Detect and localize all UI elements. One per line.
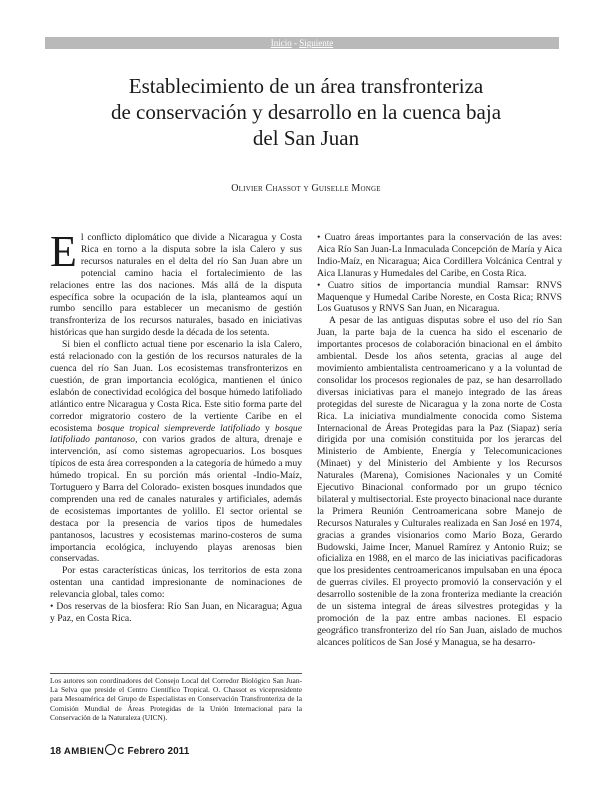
- nav-separator: -: [291, 38, 300, 48]
- title-line-2: de conservación y desarrollo en la cuenca baja: [110, 100, 502, 124]
- page-number: 18: [50, 746, 62, 757]
- page-footer: [50, 744, 189, 758]
- bullet-ramsar-sites: • Cuatro sitios de importancia mundial Ramsar: RNVS Maquenque y Humedal Caribe Noreste, en Costa Rica; RNVS Los Guatusos y RNVS San Juan, en Nicaragua.: [317, 279, 562, 315]
- author-footnote: Los autores son coordinadores del Consejo Local del Corredor Biológico San Juan-La Selva que preside el Centro Científico Tropical. O. Chassot es vicepresidente para Mesoamérica del Grupo de Especialistas en Conservación Transfronteriza de la Comisión Mundial de Áreas Protegidas de la Unión Internacional para la Conservación de la Naturaleza (UICN).: [50, 676, 302, 722]
- bullet-biosphere-reserves: • Dos reservas de la biosfera: Río San Juan, en Nicaragua; Agua y Paz, en Costa Rica.: [50, 601, 302, 624]
- inicio-link[interactable]: Inicio: [270, 38, 292, 48]
- paragraph-2: Si bien el conflicto actual tiene por escenario la isla Calero, está relacionado con la gestión de los recursos naturales de la cuenca del río San Juan. Los ecosistemas transfronterizos en cuestión, de gran importancia ecológica, mantienen el único eslabón de conectividad ecológica del bosque húmedo latifoliado atlántico entre Nicaragua y Costa Rica. Este sitio forma parte del corredor migratorio costero de la vertiente Caribe en el ecosistema bosque tropical siempreverde latifoliado y bosque latifoliado pantanoso, con varios grados de altura, drenaje e intervención, así como sistemas agropecuarios. Los bosques típicos de esta área corresponden a la categoría de húmedo a muy húmedo tropical. En su porción más oriental -Indio-Maíz, Tortuguero y Barra del Colorado- existen bosques inundados que comprenden una red de canales naturales y artificiales, además de ecosistemas importantes de yolillo. El sector oriental se destaca por la presencia de varios tipos de humedales pantanosos, lacustres y ecosistemas marino-costeros de suma importancia ecológica, incluyendo playas arenosas bien conservadas.: [50, 339, 302, 565]
- ecosystem-name-2: bosque latifoliado pantanoso: [50, 422, 302, 446]
- paragraph-1: [50, 227, 302, 339]
- paragraph-1-text: l conflicto diplomático que divide a Nicaragua y Costa Rica en torno a la disputa sobre la isla Calero y sus recursos naturales en el delta del río San Juan abre un potencial camino hacia el fortalecimiento de las relaciones entre las dos naciones. Más allá de la disputa específica sobre la ocupación de la isla, planteamos aquí un rumbo sencillo para establecer un mecanismo de gestión transfronteriza de los recursos naturales, basado en iniciativas históricas que han surgido desde la década de los setenta.: [50, 232, 302, 339]
- ecosystem-name-1: bosque tropical siempreverde latifoliado: [97, 422, 261, 434]
- magazine-logo: AMBIEN C: [63, 746, 125, 757]
- paragraph-4: A pesar de las antiguas disputas sobre el uso del río San Juan, la parte baja de la cuenca ha sido el escenario de importantes procesos de colaboración binacional en el ámbito ambiental. Desde los años setenta, gracias al auge del movimiento ambientalista centroamericano y a la voluntad de consolidar los procesos regionales de paz, se han desarrollado diversas iniciativas para el manejo integrado de las áreas protegidas del sureste de Nicaragua y la zona norte de Costa Rica. La iniciativa mundialmente conocida como Sistema Internacional de Áreas Protegidas para la Paz (Siapaz) sería dirigida por una comisión constituida por los jerarcas del Ministerio de Ambiente, Energía y Telecomunicaciones (Minaet) y del Ministerio del Ambiente y los Recursos Naturales (Marena), Comisiones Nacionales y un Comité Ejecutivo Binacional conformado por un grupo técnico bilateral y multisectorial. Este proyecto binacional nace durante la Primera Reunión Centroamericana sobre Manejo de Recursos Naturales y Culturales realizada en San José en 1974, gracias a grandes visionarios como Mario Boza, Gerardo Budowski, Jaime Incer, Manuel Ramírez y Antonio Ruiz; se oficializa en 1988, en el marco de las iniciativas pacificadoras que los presidentes centroamericanos impulsaban en una época de guerras civiles. El proyecto promovió la conservación y el desarrollo sostenible de la zona fronteriza mediante la creación de un sistema integral de áreas silvestres protegidas y la promoción de la paz entre ambas naciones. El espacio geográfico transfronterizo del río San Juan, aislado de muchos alcances políticos de San José y Managua, se ha desarro-: [317, 315, 562, 648]
- article-title: [60, 73, 552, 151]
- logo-circle-icon: [105, 744, 116, 755]
- drop-cap: E: [50, 227, 77, 276]
- top-navigation-bar: [45, 37, 559, 49]
- page-navigation: [45, 37, 559, 49]
- issue-date: Febrero 2011: [127, 746, 190, 757]
- paragraph-3: Por estas características únicas, los territorios de esta zona ostentan una cantidad impresionante de nominaciones de relevancia global, tales como:: [50, 565, 302, 601]
- bullet-bird-areas: • Cuatro áreas importantes para la conservación de las aves: Aica Río San Juan-La Inmaculada Concepción de María y Aica Indio-Maíz, en Nicaragua; Aica Cordillera Volcánica Central y Aica Llanuras y Humedales del Caribe, en Costa Rica.: [317, 232, 562, 279]
- right-column: [317, 232, 562, 649]
- siguiente-link[interactable]: Siguiente: [299, 38, 334, 48]
- footnote-divider: [50, 673, 302, 674]
- title-line-1: Establecimiento de un área transfronteriza: [128, 74, 484, 98]
- left-column: [50, 227, 302, 625]
- title-line-3: del San Juan: [252, 126, 360, 150]
- article-authors: Olivier Chassot y Guiselle Monge: [231, 183, 381, 194]
